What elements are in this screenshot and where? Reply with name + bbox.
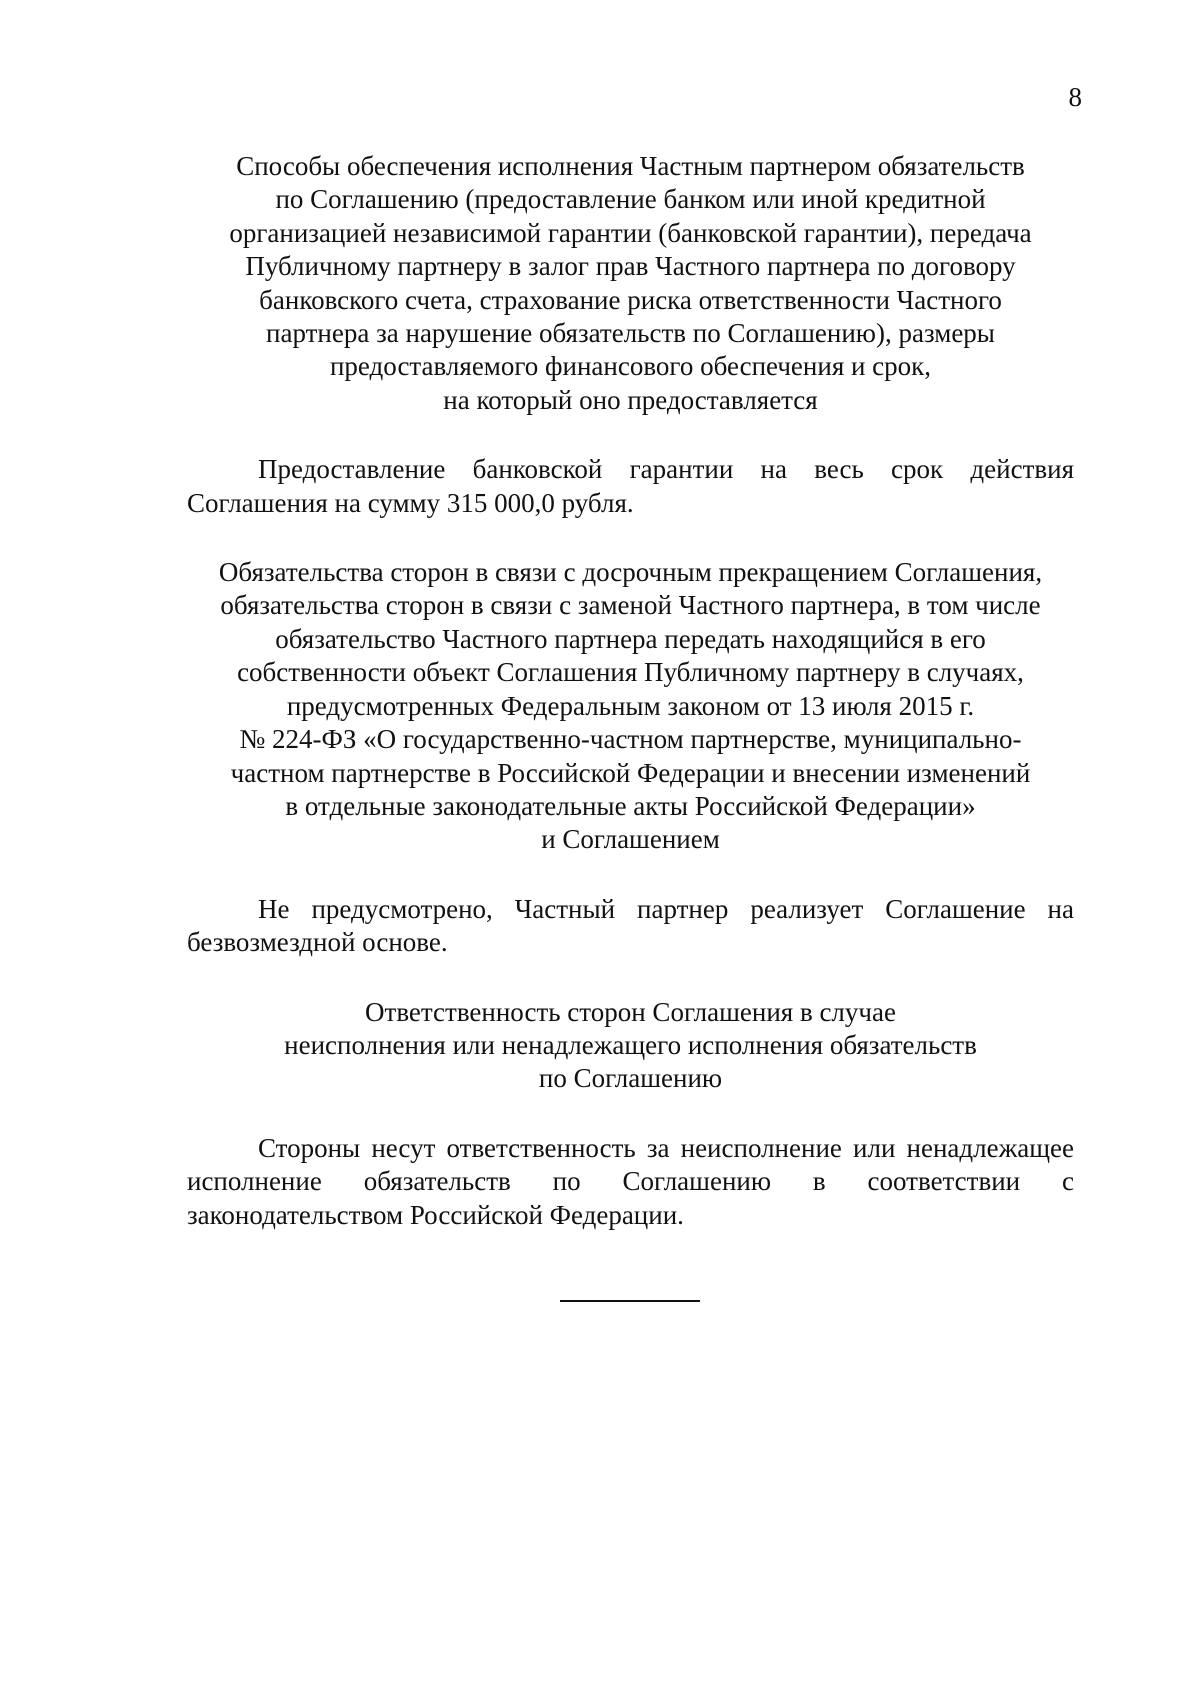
page-number: 8 xyxy=(1068,82,1082,112)
heading-line: банковского счета, страхование риска ответственности Частного xyxy=(259,284,1002,315)
heading-line: организацией независимой гарантии (банковской гарантии), передача xyxy=(229,217,1032,248)
end-of-document-rule xyxy=(560,1300,700,1302)
heading-line: по Соглашению (предоставление банком или иной кредитной xyxy=(275,184,986,215)
section-heading-termination xyxy=(187,556,1074,857)
section-body-guarantee: Предоставление банковской гарантии на весь срок действия Соглашения на сумму 315 000,0 рубля. xyxy=(187,454,1074,518)
section-body-termination: Не предусмотрено, Частный партнер реализует Соглашение на безвозмездной основе. xyxy=(187,893,1074,958)
heading-line: Ответственность сторон Соглашения в случае xyxy=(365,996,896,1027)
heading-line: обязательство Частного партнера передать находящийся в его xyxy=(275,623,986,654)
section-body-liability: Стороны несут ответственность за неисполнение или ненадлежащее исполнение обязательств по Соглашению в соответствии с законодательством Российской Федерации. xyxy=(187,1132,1074,1230)
heading-line: собственности объект Соглашения Публичному партнеру в случаях, xyxy=(237,657,1024,688)
heading-line: предоставляемого финансового обеспечения и срок, xyxy=(329,351,932,382)
heading-line: Публичному партнеру в залог прав Частного партнера по договору xyxy=(245,251,1016,282)
heading-line: частном партнерстве в Российской Федерации и внесении изменений xyxy=(230,757,1031,788)
heading-line: предусмотренных Федеральным законом от 13 июля 2015 г. xyxy=(286,690,975,721)
heading-line: в отдельные законодательные акты Российской Федерации» xyxy=(285,790,976,821)
section-heading-guarantee xyxy=(187,150,1074,417)
heading-line: Способы обеспечения исполнения Частным партнером обязательств xyxy=(236,151,1025,181)
document-body xyxy=(187,150,1074,1232)
section-heading-liability xyxy=(187,996,1074,1096)
heading-line: и Соглашением xyxy=(541,824,720,855)
heading-line: неисполнения или ненадлежащего исполнения обязательств xyxy=(284,1029,977,1060)
heading-line: № 224-ФЗ «О государственно-частном партнерстве, муниципально- xyxy=(239,724,1022,755)
heading-line: на который оно предоставляется xyxy=(443,384,818,415)
heading-line: по Соглашению xyxy=(538,1063,723,1094)
heading-line: Обязательства сторон в связи с досрочным прекращением Соглашения, xyxy=(218,557,1043,588)
heading-line: обязательства сторон в связи с заменой Частного партнера, в том числе xyxy=(220,590,1041,621)
heading-line: партнера за нарушение обязательств по Соглашению), размеры xyxy=(266,318,995,349)
